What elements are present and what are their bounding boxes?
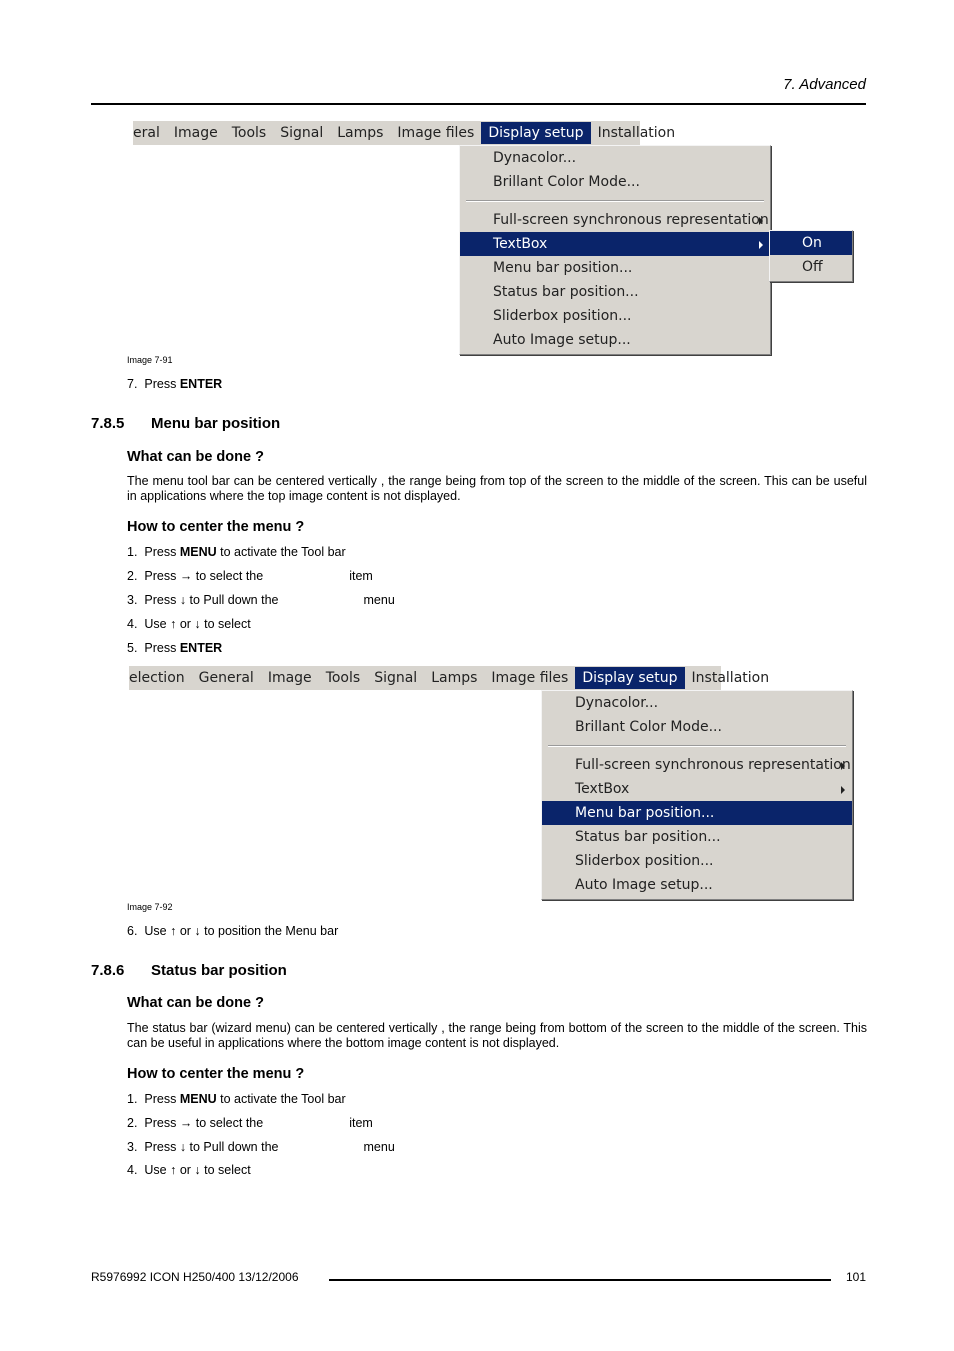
menu-item-image-files[interactable]: Image files [397, 125, 475, 141]
submenu-arrow-icon [759, 241, 763, 249]
menu-item-tools[interactable]: Tools [231, 125, 267, 141]
menu-item-general-cut[interactable]: eral [133, 125, 160, 141]
image-caption: Image 7-92 [127, 902, 173, 912]
step-2: 2. Press → to select the item [127, 569, 373, 583]
dd-menu-bar-position[interactable]: Menu bar position... [493, 260, 633, 276]
dd-sliderbox-position[interactable]: Sliderbox position... [493, 308, 632, 324]
dd-fullscreen-sync-label: Full-screen synchronous representation [575, 757, 851, 773]
what-heading: What can be done ? [127, 449, 264, 465]
submenu-arrow-icon [841, 762, 845, 770]
page-number: 101 [845, 1270, 866, 1284]
dd-status-bar-position[interactable]: Status bar position... [575, 829, 721, 845]
menu-item-signal[interactable]: Signal [280, 125, 324, 141]
menu-item-installation[interactable]: Installation [691, 670, 770, 686]
menu-item-display-setup[interactable]: Display setup [575, 667, 684, 689]
step-2: 2. Press → to select the item [127, 1116, 373, 1130]
dd-textbox[interactable] [460, 232, 770, 256]
section-heading-785: 7.8.5 Menu bar position [91, 415, 281, 432]
step-1: 1. Press MENU to activate the Tool bar [127, 1092, 346, 1106]
submenu-arrow-icon [841, 786, 845, 794]
section-heading-786: 7.8.6 Status bar position [91, 962, 287, 979]
menu-item-general[interactable]: General [198, 670, 254, 686]
submenu-on[interactable]: On [770, 231, 852, 255]
dd-status-bar-position[interactable]: Status bar position... [493, 284, 639, 300]
display-setup-dropdown [541, 690, 853, 900]
dd-dynacolor[interactable]: Dynacolor... [493, 150, 577, 166]
menu-item-lamps[interactable]: Lamps [431, 670, 478, 686]
step-3: 3. Press ↓ to Pull down the menu [127, 1140, 395, 1154]
submenu-arrow-icon [759, 217, 763, 225]
image-caption: Image 7-91 [127, 355, 173, 365]
how-heading: How to center the menu ? [127, 1066, 305, 1082]
step-6: 6. Use ↑ or ↓ to position the Menu bar [127, 924, 339, 938]
what-paragraph: The menu tool bar can be centered vertically , the range being from top of the screen to the middle of the screen. This can be useful in applications where the top image content is not displayed. [127, 474, 867, 503]
step-4: 4. Use ↑ or ↓ to select [127, 617, 251, 631]
dd-auto-image-setup[interactable]: Auto Image setup... [575, 877, 713, 893]
dd-separator [460, 194, 770, 208]
dd-sliderbox-position[interactable]: Sliderbox position... [575, 853, 714, 869]
header-rule [91, 103, 866, 105]
dd-brillant-color[interactable]: Brillant Color Mode... [575, 719, 722, 735]
osd-screenshot-textbox [133, 121, 858, 356]
step-5: 5. Press ENTER [127, 641, 223, 655]
chapter-header: 7. Advanced [783, 76, 866, 93]
osd-screenshot-menubar-position [129, 666, 857, 902]
dd-fullscreen-sync[interactable] [542, 753, 852, 777]
menu-item-image-files[interactable]: Image files [491, 670, 569, 686]
menu-item-image[interactable]: Image [173, 125, 218, 141]
menu-item-display-setup[interactable]: Display setup [481, 122, 590, 144]
step-3: 3. Press ↓ to Pull down the menu [127, 593, 395, 607]
submenu-off[interactable]: Off [802, 259, 823, 275]
dd-auto-image-setup[interactable]: Auto Image setup... [493, 332, 631, 348]
dd-fullscreen-sync[interactable] [460, 208, 770, 232]
menu-item-installation[interactable]: Installation [597, 125, 676, 141]
step-7: 7. Press ENTER [127, 377, 223, 391]
display-setup-dropdown [459, 145, 771, 355]
dd-textbox-label: TextBox [575, 781, 630, 797]
textbox-submenu [769, 230, 853, 282]
menu-item-image[interactable]: Image [267, 670, 312, 686]
how-heading: How to center the menu ? [127, 519, 305, 535]
dd-dynacolor[interactable]: Dynacolor... [575, 695, 659, 711]
dd-menu-bar-position[interactable]: Menu bar position... [542, 801, 852, 825]
osd-menubar [129, 666, 770, 690]
footer-document-id: R5976992 ICON H250/400 13/12/2006 [91, 1270, 299, 1284]
dd-brillant-color[interactable]: Brillant Color Mode... [493, 174, 640, 190]
osd-menubar [133, 121, 676, 145]
menu-item-signal[interactable]: Signal [374, 670, 418, 686]
menu-item-selection-cut[interactable]: election [129, 670, 185, 686]
dd-separator [542, 739, 852, 753]
step-1: 1. Press MENU to activate the Tool bar [127, 545, 346, 559]
dd-textbox-label: TextBox [493, 236, 548, 252]
dd-fullscreen-sync-label: Full-screen synchronous representation [493, 212, 769, 228]
menu-item-tools[interactable]: Tools [325, 670, 361, 686]
footer-rule [329, 1279, 831, 1281]
menu-item-lamps[interactable]: Lamps [337, 125, 384, 141]
what-paragraph: The status bar (wizard menu) can be centered vertically , the range being from bottom of the screen to the middle of the screen. This can be useful in applications where the bottom image content is not displayed. [127, 1021, 867, 1050]
step-4: 4. Use ↑ or ↓ to select [127, 1163, 251, 1177]
what-heading: What can be done ? [127, 995, 264, 1011]
dd-textbox[interactable] [542, 777, 852, 801]
